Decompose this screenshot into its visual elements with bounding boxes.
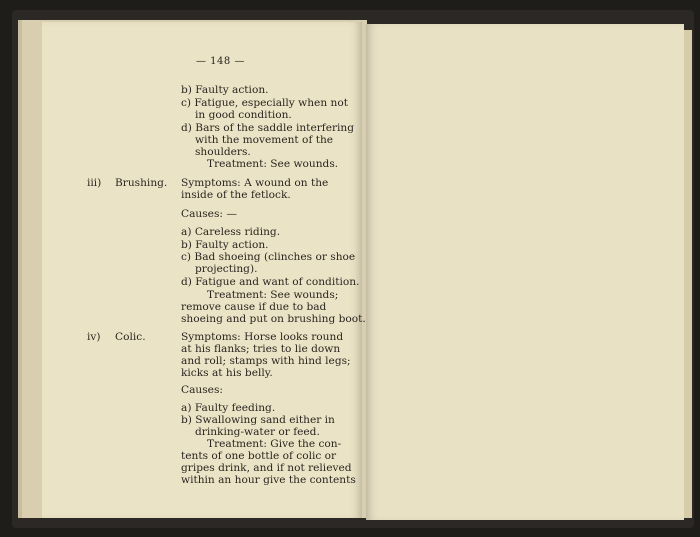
text-line: a) Faulty feeding.: [181, 402, 276, 414]
text-line: projecting).: [195, 263, 258, 275]
treatment-line: Treatment: See wounds.: [207, 158, 339, 170]
right-page-blank: [366, 24, 684, 520]
treatment-line: Treatment: See wounds;: [207, 289, 339, 301]
text-line: with the movement of the: [195, 134, 334, 146]
text-line: within an hour give the contents: [181, 474, 356, 486]
text-line: c) Bad shoeing (clinches or shoe: [181, 251, 356, 263]
text-line: drinking-water or feed.: [195, 426, 320, 438]
causes-heading: Causes: —: [181, 208, 237, 220]
text-line: shoulders.: [195, 146, 251, 158]
treatment-line: Treatment: Give the con-: [207, 438, 342, 450]
text-line: d) Fatigue and want of condition.: [181, 276, 360, 288]
text-line: b) Faulty action.: [181, 239, 269, 251]
text-line: d) Bars of the saddle interfering: [181, 122, 355, 134]
text-line: Symptoms: A wound on the: [181, 177, 329, 189]
text-line: shoeing and put on brushing boot.: [181, 313, 366, 325]
section-number: iv): [87, 331, 101, 343]
text-line: inside of the fetlock.: [181, 189, 291, 201]
text-line: a) Careless riding.: [181, 226, 281, 238]
section-heading: Colic.: [115, 331, 146, 343]
right-page-edge: [684, 30, 692, 518]
text-line: b) Faulty action.: [181, 84, 269, 96]
text-line: and roll; stamps with hind legs;: [181, 355, 351, 367]
text-line: c) Fatigue, especially when not: [181, 97, 348, 109]
text-line: gripes drink, and if not relieved: [181, 462, 352, 474]
text-line: in good condition.: [195, 109, 292, 121]
text-line: kicks at his belly.: [181, 367, 273, 379]
text-line: Symptoms: Horse looks round: [181, 331, 344, 343]
page-number: — 148 —: [196, 56, 245, 67]
text-line: remove cause if due to bad: [181, 301, 327, 313]
causes-heading: Causes:: [181, 384, 223, 396]
text-line: at his flanks; tries to lie down: [181, 343, 341, 355]
text-line: tents of one bottle of colic or: [181, 450, 337, 462]
section-number: iii): [87, 177, 102, 189]
text-line: b) Swallowing sand either in: [181, 414, 335, 426]
section-heading: Brushing.: [115, 177, 168, 189]
